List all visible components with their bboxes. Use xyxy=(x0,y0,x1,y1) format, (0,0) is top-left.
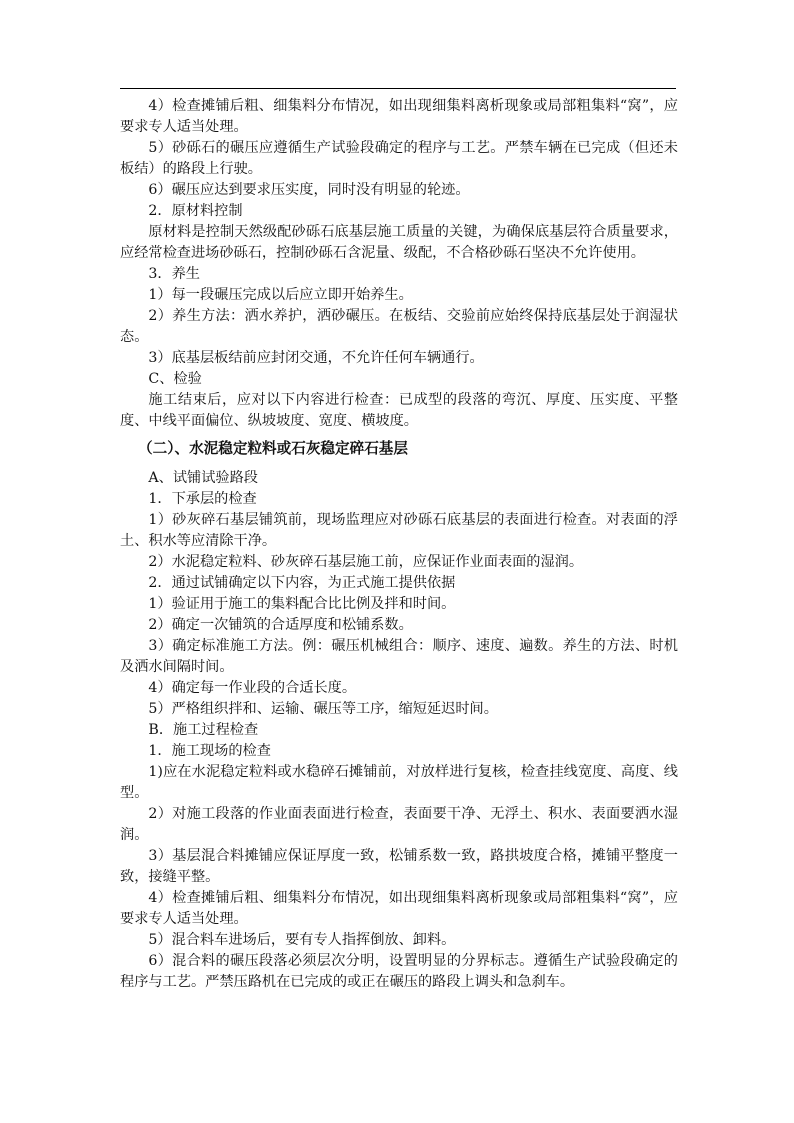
header-rule xyxy=(120,88,676,89)
subheading: A、试铺试验路段 xyxy=(148,470,258,486)
paragraph: 3）确定标准施工方法。例：碾压机械组合：顺序、速度、遍数。养生的方法、时机及洒水间隔时间。 xyxy=(120,638,678,675)
paragraph: 1)应在水泥稳定粒料或水稳碎石摊铺前，对放样进行复核，检查挂线宽度、高度、线型。 xyxy=(120,764,678,801)
paragraph: 1）砂灰碎石基层铺筑前，现场监理应对砂砾石底基层的表面进行检查。对表面的浮土、积水等应清除干净。 xyxy=(120,512,678,549)
subheading: 1．下承层的检查 xyxy=(148,491,257,507)
paragraph: 3）基层混合料摊铺应保证厚度一致，松铺系数一致，路拱坡度合格，摊铺平整度一致，接缝平整。 xyxy=(120,848,678,885)
paragraph: 2）养生方法：洒水养护，洒砂碾压。在板结、交验前应始终保持底基层处于润湿状态。 xyxy=(120,308,678,345)
paragraph: 1）验证用于施工的集料配合比比例及拌和时间。 xyxy=(148,596,456,612)
subheading: C、检验 xyxy=(148,371,202,387)
subheading: 1．施工现场的检查 xyxy=(148,743,271,759)
section-heading: （二）、水泥稳定粒料或石灰稳定碎石基层 xyxy=(138,440,408,457)
paragraph: 原材料是控制天然级配砂砾石底基层施工质量的关键，为确保底基层符合质量要求，应经常检查进场砂砾石，控制砂砾石含泥量、级配，不合格砂砾石坚决不允许使用。 xyxy=(120,224,678,261)
paragraph: 3）底基层板结前应封闭交通，不允许任何车辆通行。 xyxy=(148,350,484,366)
subheading: 2．原材料控制 xyxy=(148,203,243,219)
subheading: 3．养生 xyxy=(148,266,200,282)
paragraph: 5）混合料车进场后，要有专人指挥倒放、卸料。 xyxy=(148,932,456,948)
paragraph: 2）对施工段落的作业面表面进行检查，表面要干净、无浮土、积水、表面要洒水湿润。 xyxy=(120,806,678,843)
subheading: 2．通过试铺确定以下内容，为正式施工提供依据 xyxy=(148,575,456,591)
document-body xyxy=(120,96,678,993)
paragraph: 6）混合料的碾压段落必须层次分明，设置明显的分界标志。遵循生产试验段确定的程序与工艺。严禁压路机在已完成的或正在碾压的路段上调头和急刹车。 xyxy=(120,953,678,990)
paragraph: 4）确定每一作业段的合适长度。 xyxy=(148,680,357,696)
paragraph: 1）每一段碾压完成以后应立即开始养生。 xyxy=(148,287,413,303)
paragraph: 5）砂砾石的碾压应遵循生产试验段确定的程序与工艺。严禁车辆在已完成（但还未板结）的路段上行驶。 xyxy=(120,140,678,177)
subheading: B．施工过程检查 xyxy=(148,722,259,738)
paragraph: 4）检查摊铺后粗、细集料分布情况，如出现细集料离析现象或局部粗集料“窝”，应要求专人适当处理。 xyxy=(120,98,678,135)
paragraph: 4）检查摊铺后粗、细集料分布情况，如出现细集料离析现象或局部粗集料“窝”，应要求专人适当处理。 xyxy=(120,890,678,927)
paragraph: 施工结束后，应对以下内容进行检查：已成型的段落的弯沉、厚度、压实度、平整度、中线平面偏位、纵坡坡度、宽度、横坡度。 xyxy=(120,392,678,429)
paragraph: 6）碾压应达到要求压实度，同时没有明显的轮迹。 xyxy=(148,182,470,198)
paragraph: 2）确定一次铺筑的合适厚度和松铺系数。 xyxy=(148,617,413,633)
paragraph: 2）水泥稳定粒料、砂灰碎石基层施工前，应保证作业面表面的湿润。 xyxy=(148,554,584,570)
paragraph: 5）严格组织拌和、运输、碾压等工序，缩短延迟时间。 xyxy=(148,701,498,717)
